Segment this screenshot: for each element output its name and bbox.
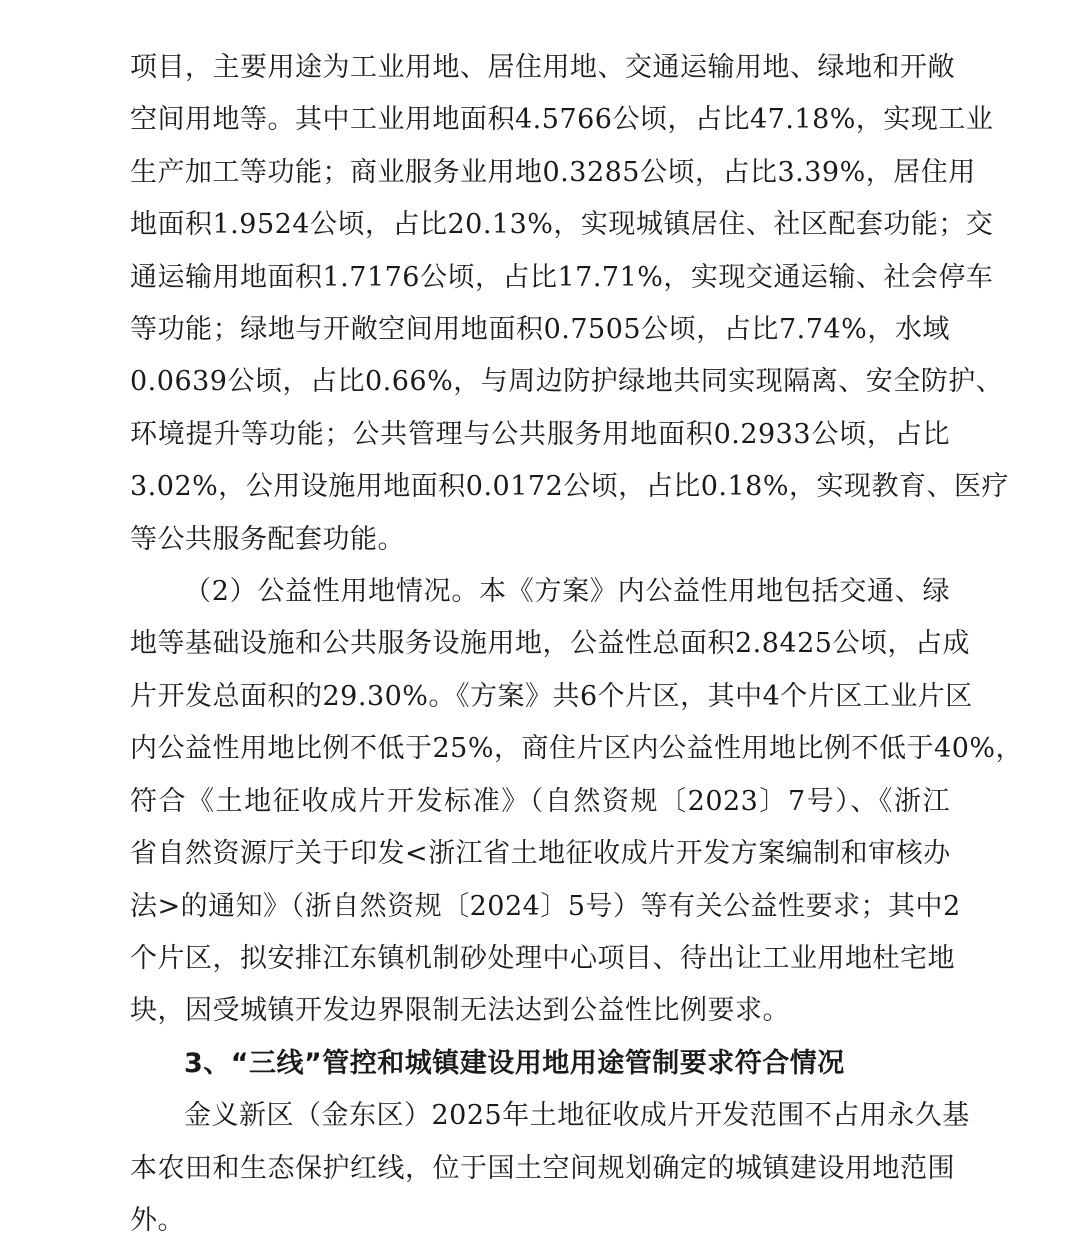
three-lines-paragraph [130, 1090, 970, 1247]
text-line: 0.0639公顷，占比0.66%，与周边防护绿地共同实现隔离、安全防护、 [130, 366, 1004, 398]
section-heading: 3、“三线”管控和城镇建设用地用途管制要求符合情况 [184, 1047, 845, 1079]
text-line: 本农田和生态保护红线，位于国土空间规划确定的城镇建设用地范围 [130, 1152, 955, 1184]
text-line: （2）公益性用地情况。本《方案》内公益性用地包括交通、绿 [184, 576, 950, 608]
text-line: 法>的通知》（浙自然资规〔2024〕5号）等有关公益性要求；其中2 [130, 890, 961, 922]
text-line: 3.02%，公用设施用地面积0.0172公顷，占比0.18%，实现教育、医疗 [130, 471, 1010, 503]
text-line: 片开发总面积的29.30%。《方案》共6个片区，其中4个片区工业片区 [130, 680, 973, 712]
text-line: 生产加工等功能；商业服务业用地0.3285公顷，占比3.39%，居住用 [130, 156, 976, 188]
text-line: 环境提升等功能；公共管理与公共服务用地面积0.2933公顷，占比 [130, 418, 950, 450]
text-line: 外。 [130, 1204, 185, 1236]
text-line: 空间用地等。其中工业用地面积4.5766公顷，占比47.18%，实现工业 [130, 104, 994, 136]
text-line: 等公共服务配套功能。 [130, 523, 405, 555]
public-land-paragraph [130, 566, 1024, 1038]
text-line: 地等基础设施和公共服务设施用地，公益性总面积2.8425公顷，占成 [130, 628, 970, 660]
document-page [130, 42, 1024, 1247]
text-line: 个片区，拟安排江东镇机制砂处理中心项目、待出让工业用地杜宅地 [130, 942, 955, 974]
text-line: 地面积1.9524公顷，占比20.13%，实现城镇居住、社区配套功能；交 [130, 209, 994, 241]
text-line: 省自然资源厅关于印发<浙江省土地征收成片开发方案编制和审核办 [130, 838, 951, 870]
text-line: 通运输用地面积1.7176公顷，占比17.71%，实现交通运输、社会停车 [130, 261, 994, 293]
text-line: 内公益性用地比例不低于25%，商住片区内公益性用地比例不低于40%， [130, 733, 1024, 765]
text-line: 符合《土地征收成片开发标准》（自然资规〔2023〕7号）、《浙江 [130, 785, 950, 817]
text-line: 等功能；绿地与开敞空间用地面积0.7505公顷，占比7.74%，水域 [130, 314, 950, 346]
land-use-paragraph [130, 42, 1010, 566]
text-line: 金义新区（金东区）2025年土地征收成片开发范围不占用永久基 [184, 1100, 970, 1132]
text-line: 项目，主要用途为工业用地、居住用地、交通运输用地、绿地和开敞 [130, 52, 955, 83]
text-line: 块，因受城镇开发边界限制无法达到公益性比例要求。 [130, 995, 790, 1027]
